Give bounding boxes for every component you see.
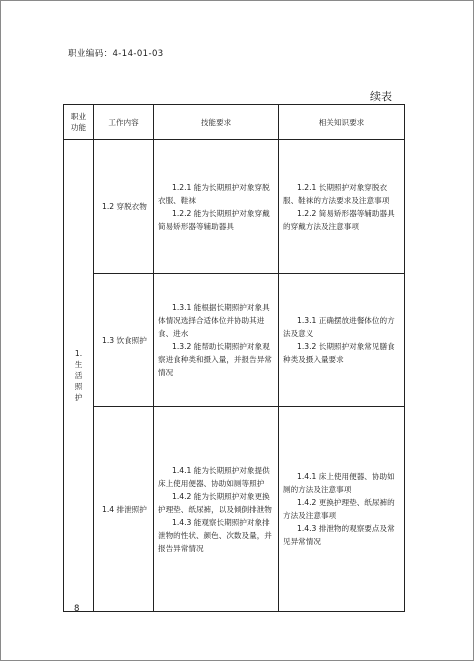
skill-item: 1.2.2 能为长期照护对象穿戴简易矫形器等辅助器具: [158, 208, 270, 231]
table-row: [64, 140, 405, 274]
header-work-content: 工作内容: [94, 105, 154, 140]
knowledge-cell: [279, 140, 405, 274]
function-label: 1. 生活照护: [74, 348, 83, 402]
skill-cell: [154, 140, 279, 274]
knowledge-item: 1.3.2 长期照护对象常见膳食种类及摄入量要求: [283, 342, 395, 364]
skill-item: 1.2.1 能为长期照护对象穿脱衣服、鞋袜: [158, 182, 270, 205]
table-row: [64, 274, 405, 407]
knowledge-item: 1.4.2 更换护理垫、纸尿裤的方法及注意事项: [283, 498, 395, 520]
knowledge-item: 1.4.1 床上使用便器、协助如厕的方法及注意事项: [283, 472, 395, 494]
page-number: 8: [74, 604, 80, 614]
occupation-code: 职业编码：4-14-01-03: [68, 49, 164, 59]
knowledge-cell: [279, 274, 405, 407]
continued-label: 续表: [370, 90, 392, 103]
knowledge-item: 1.2.2 简易矫形器等辅助器具的穿戴方法及注意事项: [283, 208, 395, 231]
table-header-row: [64, 105, 405, 140]
knowledge-cell: [279, 407, 405, 612]
function-cell: [64, 140, 94, 612]
work-content-cell: 1.3 饮食照护: [94, 274, 154, 407]
skill-item: 1.4.1 能为长期照护对象提供床上使用便器、协助如厕等照护: [158, 465, 270, 488]
skill-item: 1.4.3 能观察长期照护对象排泄物的性状、颜色、次数及量，并报告异常情况: [158, 517, 272, 553]
header-knowledge-requirements: 相关知识要求: [279, 105, 405, 140]
work-content-cell: 1.2 穿脱衣物: [94, 140, 154, 274]
header-function: 职业功能: [64, 105, 94, 140]
header-skill-requirements: 技能要求: [154, 105, 279, 140]
skill-cell: [154, 407, 279, 612]
work-content-cell: 1.4 排泄照护: [94, 407, 154, 612]
standards-table: [63, 104, 405, 612]
skill-item: 1.3.2 能帮助长期照护对象观察进食种类和摄入量，并报告异常情况: [158, 342, 272, 377]
skill-item: 1.3.1 能根据长期照护对象具体情况选择合适体位并协助其进食、进水: [158, 303, 270, 338]
knowledge-item: 1.4.3 排泄物的观察要点及常见异常情况: [283, 524, 395, 546]
skill-cell: [154, 274, 279, 407]
table-row: [64, 407, 405, 612]
knowledge-item: 1.3.1 正确摆放进餐体位的方法及意义: [283, 316, 395, 338]
knowledge-item: 1.2.1 长期照护对象穿脱衣服、鞋袜的方法要求及注意事项: [283, 182, 390, 205]
skill-item: 1.4.2 能为长期照护对象更换护理垫、纸尿裤，以及倾倒排泄物: [158, 491, 272, 514]
